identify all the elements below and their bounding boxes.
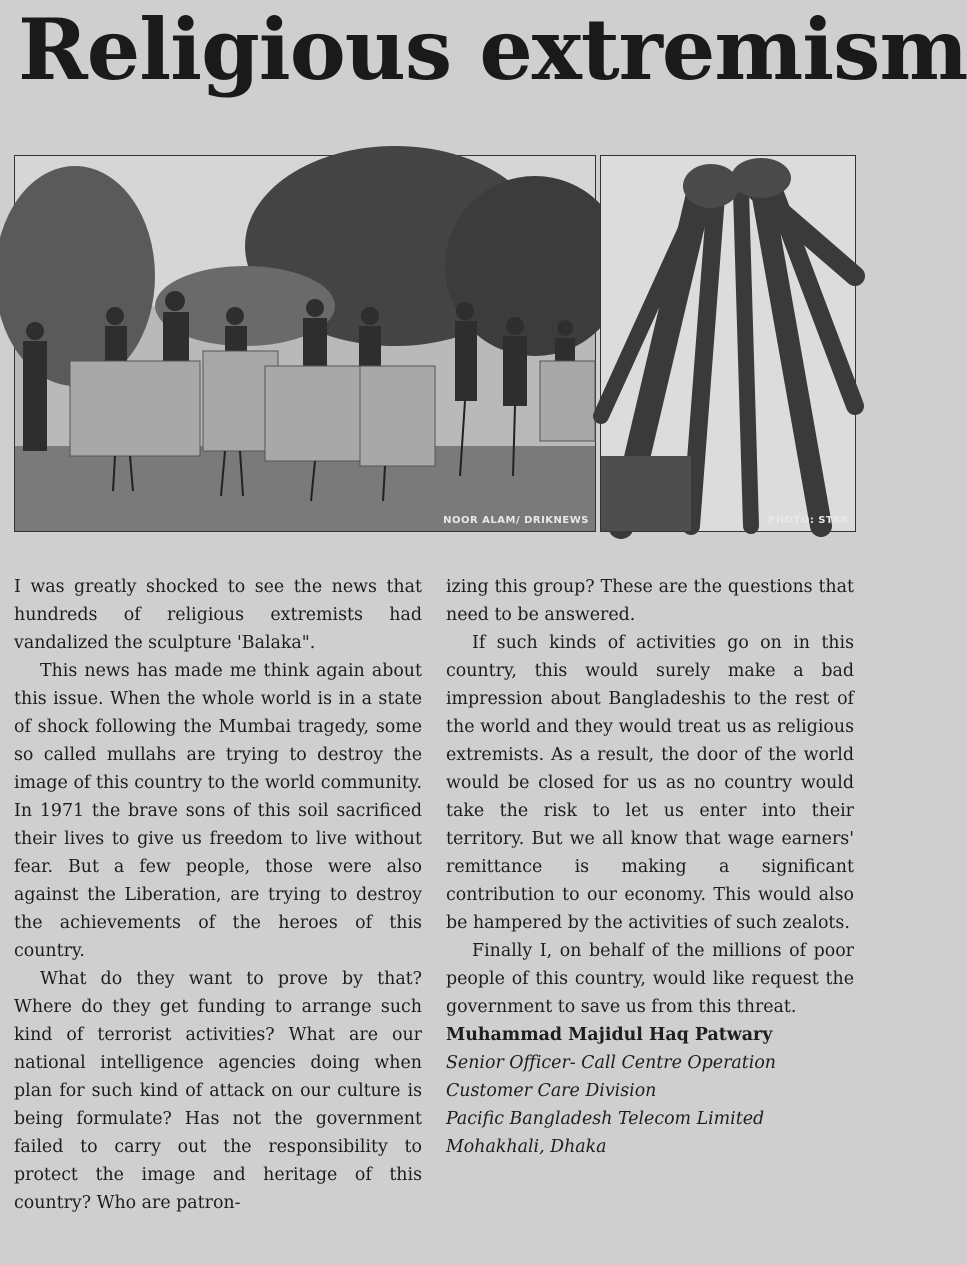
letter-column-left (14, 573, 422, 1217)
damaged-sculpture-photo (600, 155, 856, 532)
signature-company: Pacific Bangladesh Telecom Limited (446, 1109, 765, 1129)
headline: Religious extremism (18, 0, 967, 99)
paragraph: What do they want to prove by that? Where do they get funding to arrange such kind of terrorist activities? What are our national intelligence agencies doing when plan for such kind of attack on our culture is being formulate? Has not the government failed to carry out the responsibility to protect the image and heritage of this country? Who are patron- (14, 969, 422, 1213)
protest-march-photo (14, 155, 596, 532)
signature-title: Senior Officer- Call Centre Operation (446, 1053, 776, 1073)
signature-location: Mohakhali, Dhaka (446, 1137, 607, 1157)
photo-credit-right: PHOTO: STAR (767, 515, 849, 526)
letter-column-right (446, 573, 854, 1161)
photo-credit-left: NOOR ALAM/ DRIKNEWS (443, 515, 589, 526)
paragraph: izing this group? These are the questions that need to be answered. (446, 577, 854, 625)
signature-name: Muhammad Majidul Haq Patwary (446, 1025, 773, 1045)
paragraph: Finally I, on behalf of the millions of poor people of this country, would like request the government to save us from this threat. (446, 941, 854, 1017)
paragraph: I was greatly shocked to see the news that hundreds of religious extremists had vandalized the sculpture 'Balaka". (14, 577, 422, 653)
signature-division: Customer Care Division (446, 1081, 657, 1101)
paragraph: This news has made me think again about this issue. When the whole world is in a state of shock following the Mumbai tragedy, some so called mullahs are trying to destroy the image of this country to the world community. In 1971 the brave sons of this soil sacrificed their lives to give us freedom to live without fear. But a few people, those were also against the Liberation, are trying to destroy the achievements of the heroes of this country. (14, 661, 422, 961)
paragraph: If such kinds of activities go on in this country, this would surely make a bad impression about Bangladeshis to the rest of the world and they would treat us as religious extremists. As a result, the door of the world would be closed for us as no country would take the risk to let us enter into their territory. But we all know that wage earners' remittance is making a significant contribution to our economy. This would also be hampered by the activities of such zealots. (446, 633, 854, 933)
